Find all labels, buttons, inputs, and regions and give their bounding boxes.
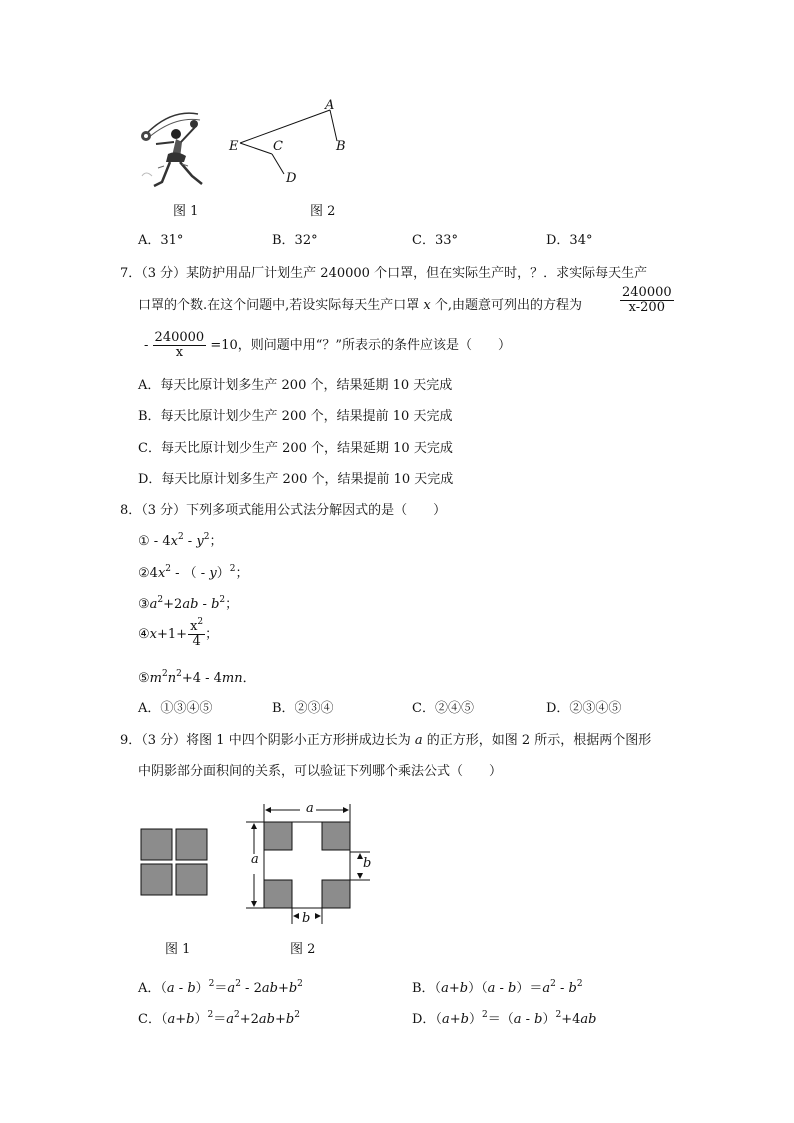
q9-dim-bottom-b: b xyxy=(302,911,311,926)
q9-stem-line1 xyxy=(120,729,651,748)
q9-figure-1 xyxy=(140,828,210,898)
point-b-label: B xyxy=(336,139,346,154)
q8-item-2: $②4x^2$ - （ - y）$^2$； xyxy=(138,564,249,581)
q6-option-c[interactable]: C．33° xyxy=(412,233,458,248)
q9-option-d[interactable]: D．$(a+b)^2=(a - b)^2+4ab$ xyxy=(412,1010,597,1027)
fig1-caption: 图 1 xyxy=(173,204,199,219)
circled-1: ① xyxy=(138,534,150,549)
four-squares-diagram xyxy=(140,828,210,898)
q9-stem-line2: 中阴影部分面积间的关系，可以验证下列哪个乘法公式（ ） xyxy=(138,764,503,779)
q8-item-4: ④x+1+ $\frac{x^2}{4}$ ； xyxy=(138,617,219,649)
circled-4: ④ xyxy=(138,627,150,642)
q8-option-a[interactable]: A．①③④⑤ xyxy=(138,701,213,716)
q7-minus-sign: - xyxy=(144,338,149,353)
point-a-label: A xyxy=(325,98,335,113)
q7-frac2-numerator: 240000 xyxy=(154,330,205,345)
q9-fig1-caption: 图 1 xyxy=(165,942,191,957)
q8-item-5: $⑤m^2n^2+4 - 4mn$． xyxy=(138,669,256,686)
q7-option-c[interactable]: C．每天比原计划少生产 200 个，结果延期 10 天完成 xyxy=(138,441,453,456)
q8-option-b[interactable]: B．②③④ xyxy=(272,701,334,716)
dancer-illustration xyxy=(136,104,216,194)
q9-option-a[interactable]: A．$(a - b)^2=a^2 - 2ab+b^2$ xyxy=(138,979,303,996)
circled-3: ③ xyxy=(138,597,150,612)
q6-option-d[interactable]: D．34° xyxy=(546,233,593,248)
q8-option-d[interactable]: D．②③④⑤ xyxy=(546,701,622,716)
q9-dim-left-a: a xyxy=(251,852,259,867)
point-e-label: E xyxy=(229,139,239,154)
q7-stem-line2-pre: 口罩的个数.在这个问题中,若设实际每天生产口罩 xyxy=(138,298,420,313)
q9-dim-right-b: b xyxy=(363,856,372,871)
q7-stem-line3-post: =10，则问题中用“？”所表示的条件应该是（ ） xyxy=(210,338,512,353)
q7-frac1-denominator: x-200 xyxy=(628,300,665,315)
q7-option-d[interactable]: D．每天比原计划多生产 200 个，结果提前 10 天完成 xyxy=(138,472,454,487)
q9-option-b[interactable]: B．$(a+b)(a - b)=a^2 - b^2$ xyxy=(412,979,583,996)
circled-2: ② xyxy=(138,566,150,581)
q9-option-c[interactable]: C．$(a+b)^2=a^2+2ab+b^2$ xyxy=(138,1010,300,1027)
q8-option-c[interactable]: C．②④⑤ xyxy=(412,701,474,716)
q7-fraction-1 xyxy=(620,286,674,315)
q9-variable-a: a xyxy=(414,733,423,748)
point-c-label: C xyxy=(273,139,283,154)
q8-stem: 8．（3 分）下列多项式能用公式法分解因式的是（ ） xyxy=(120,503,447,518)
q7-option-a[interactable]: A．每天比原计划多生产 200 个，结果延期 10 天完成 xyxy=(138,378,453,393)
q7-variable-x: x xyxy=(423,298,431,313)
q8-item-1: ① - $4x^2 - y^2$； xyxy=(138,532,223,549)
q7-stem-line1: 7．（3 分）某防护用品厂计划生产 240000 个口罩，但在实际生产时，？．求实际每天生产 xyxy=(120,266,648,281)
q9-fig2-caption: 图 2 xyxy=(290,942,316,957)
q9-stem-post: 的正方形，如图 2 所示，根据两个图形 xyxy=(426,733,652,748)
point-d-label: D xyxy=(286,171,297,186)
q9-stem-pre: 9．（3 分）将图 1 中四个阴影小正方形拼成边长为 xyxy=(120,733,411,748)
q7-option-b[interactable]: B．每天比原计划少生产 200 个，结果提前 10 天完成 xyxy=(138,409,453,424)
q7-stem-line2 xyxy=(138,294,582,313)
q7-frac2-denominator: x xyxy=(175,345,184,360)
q6-option-b[interactable]: B．32° xyxy=(272,233,318,248)
q8-item-3: $③a^2+2ab - b^2$； xyxy=(138,595,239,612)
q9-dim-top-a: a xyxy=(306,801,314,816)
fig2-caption: 图 2 xyxy=(310,204,336,219)
dancer-figure xyxy=(136,104,216,194)
q7-stem-line2-post: 个,由题意可列出的方程为 xyxy=(434,298,583,313)
q6-option-a[interactable]: A．31° xyxy=(138,233,184,248)
q7-stem-line3 xyxy=(144,331,511,360)
q7-frac1-numerator: 240000 xyxy=(622,285,672,300)
circled-5: ⑤ xyxy=(138,671,150,686)
